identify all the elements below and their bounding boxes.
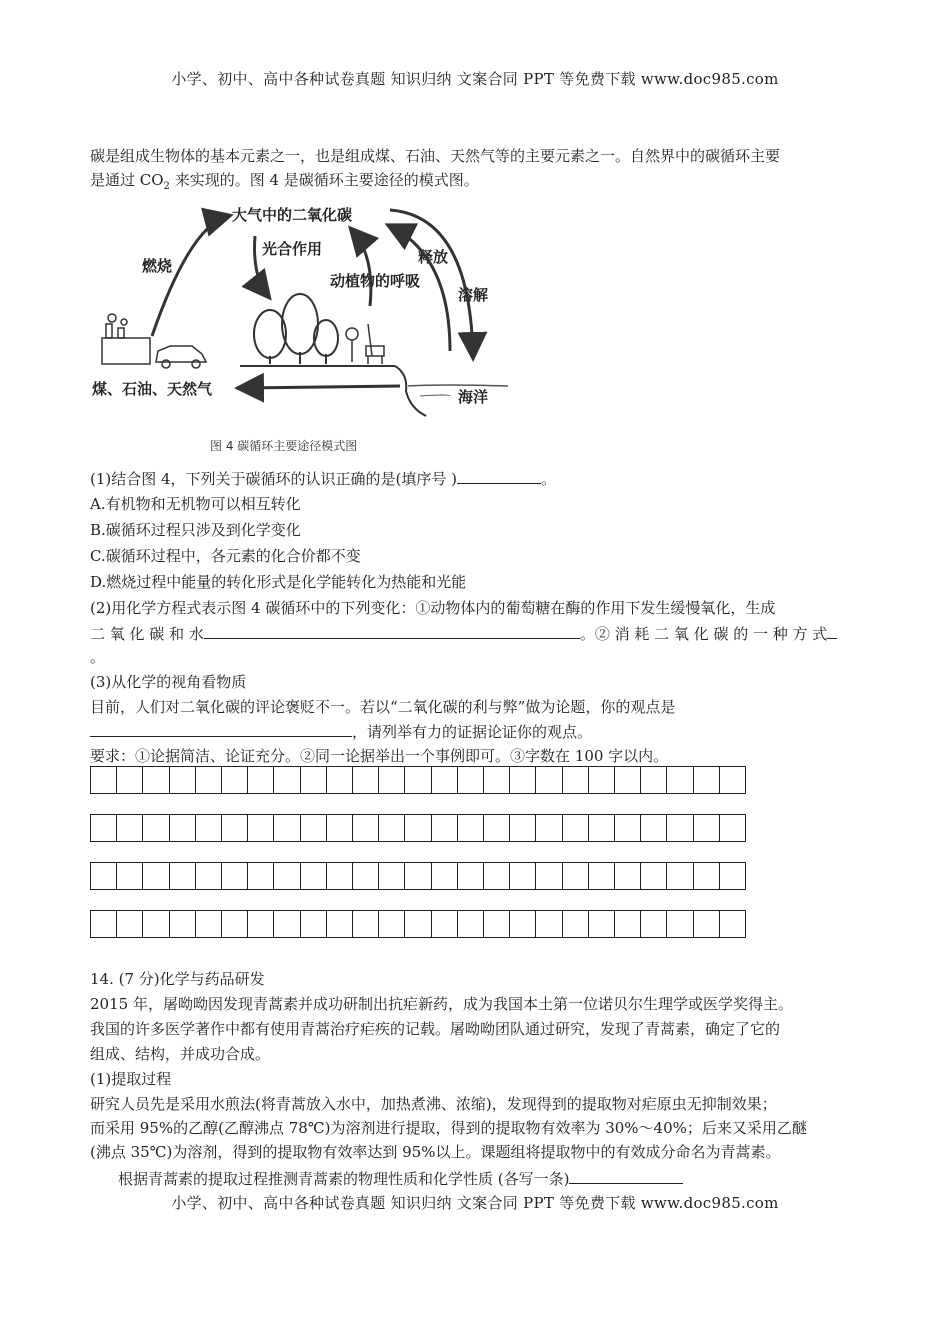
q2-text-b: 。② 消 耗 二 氧 化 碳 的 一 种 方 式 xyxy=(579,625,828,643)
q2-method-blank[interactable] xyxy=(827,622,837,639)
grid-cell[interactable] xyxy=(641,863,667,889)
q14-p2-line-1: 研究人员先是采用水煎法(将青蒿放入水中，加热煮沸、浓缩)，发现得到的提取物对疟原虫无抑制效果； xyxy=(90,1095,777,1113)
grid-cell[interactable] xyxy=(248,911,274,937)
intro-line-2 xyxy=(90,169,479,198)
dissolve-label: 溶解 xyxy=(458,286,489,304)
q14-question xyxy=(118,1167,683,1190)
grid-cell[interactable] xyxy=(536,815,562,841)
q14-question-text: 根据青蒿素的提取过程推测青蒿素的物理性质和化学性质 (各写一条) xyxy=(118,1170,570,1188)
grid-cell[interactable] xyxy=(248,767,274,793)
q14-title: 14. (7 分)化学与药品研发 xyxy=(90,970,265,988)
grid-cell[interactable] xyxy=(720,863,745,889)
car-icon xyxy=(156,346,206,368)
grid-cell[interactable] xyxy=(589,863,615,889)
grid-row[interactable] xyxy=(90,910,746,938)
grid-cell[interactable] xyxy=(170,911,196,937)
factory-icon xyxy=(102,314,150,364)
grid-cell[interactable] xyxy=(536,911,562,937)
grid-cell[interactable] xyxy=(720,815,745,841)
respiration-label: 动植物的呼吸 xyxy=(330,272,421,290)
grid-cell[interactable] xyxy=(143,815,169,841)
grid-cell[interactable] xyxy=(222,815,248,841)
grid-cell[interactable] xyxy=(143,911,169,937)
q1-stem-text: (1)结合图 4，下列关于碳循环的认识正确的是(填序号 ) xyxy=(90,470,458,488)
q2-line-3: 。 xyxy=(90,648,106,666)
fossil-fuel-arrow xyxy=(240,386,400,388)
grid-cell[interactable] xyxy=(484,863,510,889)
grid-cell[interactable] xyxy=(563,767,589,793)
q3-line-2 xyxy=(90,720,592,743)
grid-cell[interactable] xyxy=(615,767,641,793)
fuels-label: 煤、石油、天然气 xyxy=(92,380,213,398)
q1-stem: (1)结合图 4，下列关于碳循环的认识正确的是(填序号 ) 。 xyxy=(90,467,556,490)
grid-cell[interactable] xyxy=(301,863,327,889)
grid-cell[interactable] xyxy=(91,767,117,793)
grid-cell[interactable] xyxy=(379,815,405,841)
grid-cell[interactable] xyxy=(274,911,300,937)
q1-answer-blank[interactable] xyxy=(457,467,541,484)
answer-grid[interactable] xyxy=(90,766,746,958)
q2-equation-blank[interactable] xyxy=(204,622,580,639)
grid-cell[interactable] xyxy=(510,815,536,841)
grid-cell[interactable] xyxy=(458,863,484,889)
q14-p1-line-3: 组成、结构，并成功合成。 xyxy=(90,1045,271,1063)
grid-cell[interactable] xyxy=(405,911,431,937)
carbon-cycle-diagram xyxy=(90,196,510,458)
grid-cell[interactable] xyxy=(694,911,720,937)
page-header: 小学、初中、高中各种试卷真题 知识归纳 文案合同 PPT 等免费下载 www.doc985.com xyxy=(171,70,779,88)
q2-text-a: 二 氧 化 碳 和 水 xyxy=(90,625,204,643)
grid-cell[interactable] xyxy=(589,815,615,841)
grid-cell[interactable] xyxy=(301,911,327,937)
grid-cell[interactable] xyxy=(432,767,458,793)
grid-cell[interactable] xyxy=(694,767,720,793)
grid-cell[interactable] xyxy=(458,911,484,937)
grid-cell[interactable] xyxy=(589,767,615,793)
grid-cell[interactable] xyxy=(641,767,667,793)
grid-cell[interactable] xyxy=(170,863,196,889)
grid-cell[interactable] xyxy=(379,863,405,889)
grid-cell[interactable] xyxy=(248,863,274,889)
q14-p2-line-2: 而采用 95%的乙醇(乙醇沸点 78℃)为溶剂进行提取，得到的提取物有效率为 30%～40%；后来又采用乙醚 xyxy=(90,1119,807,1137)
grid-cell[interactable] xyxy=(91,815,117,841)
giraffe-icon xyxy=(346,324,384,364)
q3-requirement: 要求：①论据简洁、论证充分。②同一论据举出一个事例即可。③字数在 100 字以内。 xyxy=(90,747,669,765)
grid-cell[interactable] xyxy=(196,863,222,889)
q1-option-c: C.碳循环过程中，各元素的化合价都不变 xyxy=(90,547,361,565)
grid-cell[interactable] xyxy=(458,767,484,793)
grid-cell[interactable] xyxy=(615,863,641,889)
figure-caption: 图 4 碳循环主要途径模式图 xyxy=(210,439,358,453)
grid-cell[interactable] xyxy=(222,863,248,889)
grid-cell[interactable] xyxy=(222,911,248,937)
atmosphere-label: 大气中的二氧化碳 xyxy=(232,206,353,224)
release-label: 释放 xyxy=(418,248,449,266)
grid-cell[interactable] xyxy=(117,815,143,841)
q3-line-1: 目前，人们对二氧化碳的评论褒贬不一。若以“二氧化碳的利与弊”做为论题，你的观点是 xyxy=(90,698,676,716)
grid-cell[interactable] xyxy=(510,767,536,793)
grid-cell[interactable] xyxy=(301,815,327,841)
burning-label: 燃烧 xyxy=(142,257,173,275)
grid-row[interactable] xyxy=(90,862,746,890)
grid-cell[interactable] xyxy=(615,815,641,841)
grid-cell[interactable] xyxy=(667,767,693,793)
grid-cell[interactable] xyxy=(379,911,405,937)
burning-arrow xyxy=(152,216,228,336)
grid-cell[interactable] xyxy=(353,911,379,937)
intro-text-a: 是通过 CO xyxy=(90,171,164,189)
grid-cell[interactable] xyxy=(327,815,353,841)
grid-cell[interactable] xyxy=(563,911,589,937)
grid-cell[interactable] xyxy=(117,863,143,889)
grid-cell[interactable] xyxy=(405,767,431,793)
q14-p1-line-1: 2015 年，屠呦呦因发现青蒿素并成功研制出抗疟新药，成为我国本土第一位诺贝尔生理学或医学奖得主。 xyxy=(90,995,793,1013)
grid-cell[interactable] xyxy=(327,911,353,937)
q14-answer-blank[interactable] xyxy=(569,1167,683,1184)
q3-line-2-text: ，请列举有力的证据论证你的观点。 xyxy=(352,723,593,741)
grid-cell[interactable] xyxy=(274,815,300,841)
grid-cell[interactable] xyxy=(641,815,667,841)
respiration-arrow xyxy=(352,230,371,306)
grid-cell[interactable] xyxy=(667,911,693,937)
grid-cell[interactable] xyxy=(405,815,431,841)
grid-cell[interactable] xyxy=(91,863,117,889)
intro-line-1: 碳是组成生物体的基本元素之一，也是组成煤、石油、天然气等的主要元素之一。自然界中的碳循环主要 xyxy=(90,147,781,165)
photosynthesis-label: 光合作用 xyxy=(262,240,323,258)
grid-cell[interactable] xyxy=(641,911,667,937)
grid-cell[interactable] xyxy=(327,863,353,889)
grid-cell[interactable] xyxy=(510,863,536,889)
grid-cell[interactable] xyxy=(510,911,536,937)
grid-cell[interactable] xyxy=(536,767,562,793)
grid-cell[interactable] xyxy=(563,815,589,841)
grid-cell[interactable] xyxy=(170,767,196,793)
page-footer: 小学、初中、高中各种试卷真题 知识归纳 文案合同 PPT 等免费下载 www.doc985.com xyxy=(171,1194,779,1212)
grid-cell[interactable] xyxy=(301,767,327,793)
grid-cell[interactable] xyxy=(589,911,615,937)
grid-cell[interactable] xyxy=(536,863,562,889)
grid-cell[interactable] xyxy=(196,767,222,793)
q2-line-1: (2)用化学方程式表示图 4 碳循环中的下列变化：①动物体内的葡萄糖在酶的作用下发生缓慢氧化，生成 xyxy=(90,599,776,617)
grid-cell[interactable] xyxy=(484,911,510,937)
grid-cell[interactable] xyxy=(117,767,143,793)
grid-cell[interactable] xyxy=(353,767,379,793)
q1-option-a: A.有机物和无机物可以相互转化 xyxy=(90,495,301,513)
grid-cell[interactable] xyxy=(615,911,641,937)
grid-cell[interactable] xyxy=(248,815,274,841)
ocean-label: 海洋 xyxy=(458,388,489,406)
q2-line-2 xyxy=(90,622,837,645)
intro-text-b: 来实现的。图 4 是碳循环主要途径的模式图。 xyxy=(169,171,479,189)
grid-cell[interactable] xyxy=(117,911,143,937)
q1-option-d: D.燃烧过程中能量的转化形式是化学能转化为热能和光能 xyxy=(90,573,467,591)
co2-subscript: 2 xyxy=(163,181,170,192)
q14-sub1: (1)提取过程 xyxy=(90,1070,172,1088)
grid-cell[interactable] xyxy=(720,767,745,793)
grid-cell[interactable] xyxy=(667,863,693,889)
grid-cell[interactable] xyxy=(432,863,458,889)
grid-cell[interactable] xyxy=(143,767,169,793)
q3-opinion-blank[interactable] xyxy=(90,720,352,737)
grid-cell[interactable] xyxy=(667,815,693,841)
grid-cell[interactable] xyxy=(432,911,458,937)
grid-cell[interactable] xyxy=(353,815,379,841)
grid-cell[interactable] xyxy=(563,863,589,889)
q14-p2-line-3: (沸点 35℃)为溶剂，得到的提取物有效率达到 95%以上。课题组将提取物中的有效成分命名为青蒿素。 xyxy=(90,1143,781,1161)
grid-cell[interactable] xyxy=(274,863,300,889)
grid-cell[interactable] xyxy=(379,767,405,793)
grid-row[interactable] xyxy=(90,814,746,842)
grid-cell[interactable] xyxy=(353,863,379,889)
grid-cell[interactable] xyxy=(196,911,222,937)
trees-icon xyxy=(254,294,338,364)
q14-p1-line-2: 我国的许多医学著作中都有使用青蒿治疗疟疾的记载。屠呦呦团队通过研究，发现了青蒿素，确定了它的 xyxy=(90,1020,781,1038)
grid-cell[interactable] xyxy=(432,815,458,841)
grid-cell[interactable] xyxy=(196,815,222,841)
grid-cell[interactable] xyxy=(720,911,745,937)
grid-cell[interactable] xyxy=(694,815,720,841)
grid-cell[interactable] xyxy=(458,815,484,841)
q3-title: (3)从化学的视角看物质 xyxy=(90,673,247,691)
grid-cell[interactable] xyxy=(484,767,510,793)
grid-cell[interactable] xyxy=(274,767,300,793)
grid-cell[interactable] xyxy=(694,863,720,889)
grid-row[interactable] xyxy=(90,766,746,794)
grid-cell[interactable] xyxy=(405,863,431,889)
q1-option-b: B.碳循环过程只涉及到化学变化 xyxy=(90,521,301,539)
grid-cell[interactable] xyxy=(91,911,117,937)
grid-cell[interactable] xyxy=(143,863,169,889)
grid-cell[interactable] xyxy=(170,815,196,841)
grid-cell[interactable] xyxy=(327,767,353,793)
grid-cell[interactable] xyxy=(222,767,248,793)
grid-cell[interactable] xyxy=(484,815,510,841)
